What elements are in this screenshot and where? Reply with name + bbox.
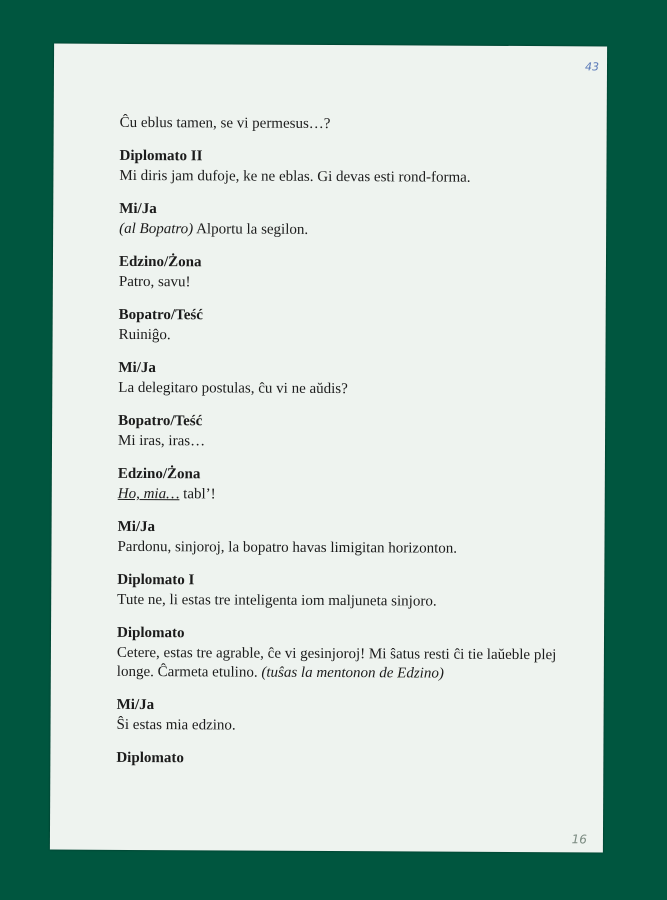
speaker-name: Diplomato II — [119, 147, 203, 165]
speaker-name: Diplomato — [116, 624, 185, 642]
dialogue-block-bopatro-2 — [118, 412, 588, 453]
speaker-name: Diplomato I — [117, 571, 195, 589]
dialogue-text: Alportu la segilon. — [193, 221, 309, 238]
dialogue-block-edzino-1 — [119, 253, 589, 294]
intro-block — [120, 114, 590, 135]
speaker-name: Diplomato — [116, 749, 184, 767]
dialogue-line: Pardonu, sinjoroj, la bopatro havas limigitan horizonton. — [117, 538, 458, 557]
speaker-name: Bopatro/Teść — [118, 412, 203, 430]
dialogue-text: tabl’! — [179, 486, 216, 503]
dialogue-line: Mi diris jam dufoje, ke ne eblas. Gi devas esti rond-forma. — [119, 167, 471, 186]
page-number-top: 43 — [584, 60, 600, 74]
intro-line: Ĉu eblus tamen, se vi permesus…? — [119, 114, 331, 133]
page-number-bottom: 16 — [571, 832, 587, 847]
speaker-name: Mi/Ja — [119, 200, 157, 218]
speaker-name: Mi/Ja — [118, 359, 156, 377]
speaker-name: Mi/Ja — [117, 518, 156, 536]
speaker-name: Mi/Ja — [116, 696, 155, 714]
stage-direction: (al Bopatro) — [119, 220, 194, 238]
dialogue-line — [118, 485, 588, 506]
dialogue-block-mi-ja-3 — [117, 518, 587, 559]
speaker-name: Edzino/Żona — [118, 253, 202, 271]
dialogue-line: Ŝi estas mia edzino. — [116, 716, 236, 734]
stage-direction: (tuŝas la mentonon de Edzino) — [261, 664, 444, 682]
dialogue-text: Cetere, estas tre agrable, ĉe vi gesinjoroj! Mi ŝatus resti ĉi tie laŭeble plej longe. Ĉarmeta etulino. — [116, 644, 557, 681]
dialogue-block-mi-ja-2 — [118, 359, 588, 400]
speaker-name: Edzino/Żona — [117, 465, 201, 483]
speaker-name: Bopatro/Teść — [118, 306, 203, 324]
dialogue-block-mi-ja-4 — [116, 696, 586, 737]
document-page — [50, 44, 607, 853]
dialogue-line: Tute ne, li estas tre inteligenta iom maljuneta sinjoro. — [117, 591, 437, 610]
dialogue-block-diplomato-i — [117, 571, 587, 612]
dialogue-line: La delegitaro postulas, ĉu vi ne aŭdis? — [118, 379, 348, 398]
script-content — [116, 114, 589, 784]
dialogue-block-mi-ja-1 — [119, 200, 589, 241]
dialogue-block-diplomato-1 — [117, 624, 587, 684]
dialogue-line — [117, 644, 587, 684]
dialogue-block-bopatro-1 — [119, 306, 589, 347]
dialogue-line: Patro, savu! — [118, 273, 191, 291]
dialogue-block-edzino-2 — [118, 465, 588, 506]
dialogue-line: Mi iras, iras… — [117, 432, 206, 450]
emphasized-text: Ho, mia… — [117, 485, 180, 503]
dialogue-line — [119, 220, 589, 241]
dialogue-line: Ruiniĝo. — [118, 326, 171, 344]
dialogue-block-diplomato-2 — [116, 749, 586, 770]
dialogue-block-diplomato-ii — [119, 147, 589, 188]
